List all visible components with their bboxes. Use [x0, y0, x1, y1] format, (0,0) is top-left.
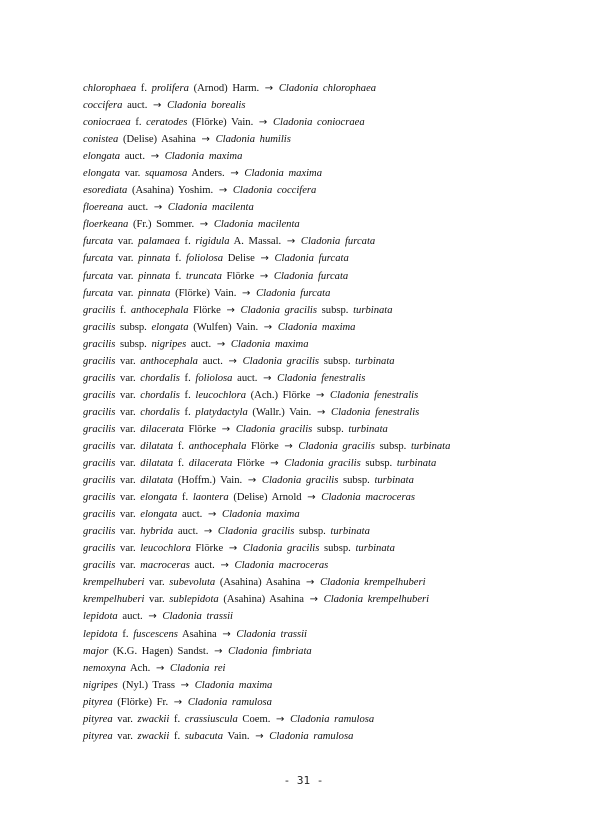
taxon-name: Cladonia fimbriata	[228, 645, 312, 657]
synonym-entry	[83, 421, 583, 438]
authority-text: subsp.	[319, 543, 356, 555]
taxon-name: gracilis	[83, 321, 116, 333]
taxon-name: zwackii	[137, 730, 170, 742]
authority-text: auct.	[189, 560, 215, 572]
taxon-name: pinnata	[138, 270, 171, 282]
arrow-icon: →	[307, 492, 316, 504]
authority-text: f.	[173, 440, 189, 452]
taxon-name: chordalis	[140, 372, 180, 384]
authority-text: var.	[113, 287, 139, 299]
authority-text: (Fr.) Sommer.	[128, 219, 195, 231]
arrow-icon: →	[255, 730, 264, 742]
taxon-name: anthocephala	[130, 304, 189, 316]
authority-text: (Delise) Asahina	[118, 134, 196, 146]
taxon-name: gracilis	[83, 338, 116, 350]
taxon-name: dilatata	[140, 440, 174, 452]
taxon-name: Cladonia fenestralis	[331, 406, 420, 418]
taxon-name: macroceras	[140, 560, 190, 572]
authority-text: f.	[169, 730, 185, 742]
arrow-icon: →	[315, 389, 325, 401]
arrow-icon: →	[153, 202, 163, 214]
taxon-name: Cladonia coccifera	[232, 185, 317, 197]
taxon-name: furcata	[83, 270, 114, 282]
synonym-entry	[83, 711, 583, 728]
authority-text: (Ach.) Flörke	[246, 389, 311, 401]
authority-text: auct.	[173, 526, 199, 538]
taxon-name: Cladonia trassii	[236, 628, 308, 640]
taxon-name: dilatata	[140, 458, 174, 470]
authority-text: auct.	[122, 100, 148, 112]
synonym-entry	[83, 506, 583, 523]
authority-text: var.	[115, 406, 141, 418]
authority-text: f.	[179, 389, 196, 401]
synonym-entry	[83, 438, 583, 455]
taxon-name: Cladonia ramulosa	[269, 730, 354, 742]
taxon-name: gracilis	[83, 560, 116, 572]
taxon-name: krempelhuberi	[83, 594, 145, 606]
taxon-name: Cladonia gracilis	[242, 355, 320, 367]
authority-text: Asahina	[177, 628, 217, 640]
authority-text: subsp.	[338, 475, 375, 487]
synonym-entry	[83, 489, 583, 506]
authority-text: A. Massal.	[229, 236, 282, 248]
taxon-name: coniocraea	[83, 117, 131, 129]
authority-text: Coem.	[237, 713, 271, 725]
taxon-name: Cladonia gracilis	[217, 526, 295, 538]
taxon-name: gracilis	[83, 355, 116, 367]
arrow-icon: →	[276, 713, 285, 725]
taxon-name: gracilis	[83, 509, 116, 521]
arrow-icon: →	[247, 475, 257, 487]
arrow-icon: →	[309, 594, 318, 606]
authority-text: Flörke	[183, 423, 217, 435]
taxon-name: Cladonia furcata	[274, 253, 349, 265]
taxon-name: leucochlora	[140, 543, 191, 555]
arrow-icon: →	[216, 338, 226, 350]
arrow-icon: →	[286, 236, 296, 248]
synonym-entry	[83, 643, 583, 660]
arrow-icon: →	[221, 423, 231, 435]
taxon-name: Cladonia trassii	[162, 611, 233, 623]
authority-text: f.	[170, 253, 186, 265]
authority-text: subsp.	[115, 321, 152, 333]
authority-text: var.	[115, 389, 141, 401]
taxon-name: pityrea	[83, 730, 113, 742]
authority-text: subsp.	[115, 338, 152, 350]
arrow-icon: →	[180, 679, 190, 691]
taxon-name: Cladonia macilenta	[167, 202, 254, 214]
arrow-icon: →	[199, 219, 209, 231]
taxon-name: turbinata	[410, 440, 451, 452]
authority-text: (Flörke) Vain.	[187, 117, 254, 129]
arrow-icon: →	[228, 355, 237, 367]
arrow-icon: →	[242, 287, 251, 299]
authority-text: subsp.	[294, 526, 331, 538]
authority-text: Ach.	[125, 662, 151, 674]
taxon-name: rigidula	[195, 236, 230, 248]
taxon-name: Cladonia gracilis	[261, 475, 339, 487]
taxon-name: Cladonia macroceras	[321, 492, 415, 504]
taxon-name: turbinata	[353, 304, 393, 316]
synonym-entry	[83, 199, 583, 216]
authority-text: var.	[112, 730, 138, 742]
taxon-name: gracilis	[83, 372, 116, 384]
taxon-name: squamosa	[144, 168, 188, 180]
arrow-icon: →	[270, 458, 279, 470]
taxon-name: turbinata	[355, 543, 395, 555]
taxon-name: nigripes	[83, 679, 118, 691]
taxon-name: Cladonia furcata	[300, 236, 376, 248]
arrow-icon: →	[263, 321, 273, 333]
arrow-icon: →	[218, 185, 228, 197]
synonym-entry	[83, 540, 583, 557]
taxon-name: Cladonia chlorophaea	[278, 83, 377, 94]
authority-text: Flörke	[221, 270, 255, 282]
authority-text: auct.	[186, 338, 212, 350]
arrow-icon: →	[222, 628, 231, 640]
taxon-name: Cladonia maxima	[230, 338, 309, 350]
taxon-name: nemoxyna	[83, 662, 126, 674]
synonym-entry	[83, 285, 583, 302]
taxon-name: major	[83, 645, 109, 657]
synonym-entry	[83, 80, 583, 97]
authority-text: var.	[115, 355, 141, 367]
authority-text: f.	[169, 713, 185, 725]
authority-text: f.	[115, 304, 131, 316]
authority-text: auct.	[123, 202, 149, 214]
synonym-entry	[83, 523, 583, 540]
synonym-entry	[83, 148, 583, 165]
taxon-name: elongata	[151, 321, 189, 333]
taxon-name: pinnata	[138, 287, 171, 299]
taxon-name: turbinata	[348, 423, 388, 435]
taxon-name: leucochlora	[195, 389, 246, 401]
authority-text: Flörke	[188, 304, 221, 316]
arrow-icon: →	[148, 611, 157, 623]
taxon-name: gracilis	[83, 423, 116, 435]
synonym-entry	[83, 626, 583, 643]
arrow-icon: →	[214, 645, 223, 657]
taxon-name: furcata	[83, 253, 114, 265]
taxon-name: Cladonia krempelhuberi	[320, 577, 426, 589]
taxon-name: lepidota	[83, 611, 118, 623]
arrow-icon: →	[153, 100, 162, 112]
authority-text: (Arnod) Harm.	[188, 83, 260, 94]
synonym-entry	[83, 387, 583, 404]
taxon-name: Cladonia ramulosa	[290, 713, 375, 725]
arrow-icon: →	[259, 270, 269, 282]
taxon-name: Cladonia maxima	[164, 151, 243, 163]
taxon-name: chlorophaea	[83, 83, 137, 94]
taxon-name: furcata	[83, 287, 114, 299]
taxon-name: turbinata	[396, 458, 437, 470]
authority-text: var.	[115, 492, 141, 504]
authority-text: var.	[144, 594, 170, 606]
taxon-name: dilacerata	[188, 458, 233, 470]
taxon-name: pinnata	[138, 253, 171, 265]
authority-text: f.	[179, 406, 196, 418]
authority-text: var.	[115, 526, 141, 538]
arrow-icon: →	[173, 696, 183, 708]
arrow-icon: →	[260, 253, 269, 265]
authority-text: (Asahina) Asahina	[215, 577, 301, 589]
arrow-icon: →	[306, 577, 315, 589]
taxon-name: Cladonia borealis	[167, 100, 246, 112]
taxon-name: Cladonia macroceras	[234, 560, 329, 572]
authority-text: subsp.	[317, 304, 354, 316]
synonym-entry	[83, 216, 583, 233]
taxon-name: turbinata	[374, 475, 414, 487]
authority-text: (Wallr.) Vain.	[247, 406, 312, 418]
taxon-name: coccifera	[83, 100, 123, 112]
taxon-name: chordalis	[140, 406, 180, 418]
synonym-entry	[83, 608, 583, 625]
synonym-entry	[83, 694, 583, 711]
taxon-name: gracilis	[83, 475, 116, 487]
authority-text: var.	[113, 236, 139, 248]
authority-text: (Nyl.) Trass	[117, 679, 176, 691]
synonym-entry	[83, 131, 583, 148]
authority-text: f.	[179, 236, 196, 248]
synonym-entry	[83, 268, 583, 285]
authority-text: var.	[113, 270, 139, 282]
authority-text: f.	[130, 117, 147, 129]
taxon-name: furcata	[83, 236, 114, 248]
taxon-name: elongata	[140, 492, 178, 504]
authority-text: f.	[173, 458, 189, 470]
synonym-list	[83, 80, 583, 745]
synonym-entry	[83, 302, 583, 319]
arrow-icon: →	[203, 526, 213, 538]
taxon-name: chordalis	[140, 389, 180, 401]
taxon-name: gracilis	[83, 406, 116, 418]
authority-text: var.	[115, 372, 141, 384]
authority-text: Flörke	[246, 440, 279, 452]
taxon-name: Cladonia gracilis	[235, 423, 313, 435]
taxon-name: Cladonia furcata	[256, 287, 331, 299]
authority-text: Vain.	[223, 730, 250, 742]
authority-text: f.	[136, 83, 152, 94]
arrow-icon: →	[263, 372, 272, 384]
taxon-name: sublepidota	[169, 594, 219, 606]
authority-text: subsp.	[312, 423, 349, 435]
arrow-icon: →	[284, 440, 293, 452]
authority-text: (Asahina) Yoshim.	[127, 185, 214, 197]
taxon-name: gracilis	[83, 458, 116, 470]
taxon-name: zwackii	[137, 713, 170, 725]
taxon-name: subacuta	[184, 730, 224, 742]
synonym-entry	[83, 404, 583, 421]
authority-text: auct.	[117, 611, 143, 623]
taxon-name: gracilis	[83, 526, 116, 538]
authority-text: auct.	[177, 509, 203, 521]
synonym-entry	[83, 353, 583, 370]
synonym-entry	[83, 182, 583, 199]
taxon-name: gracilis	[83, 543, 116, 555]
authority-text: (Flörke) Fr.	[112, 696, 169, 708]
authority-text: var.	[144, 577, 170, 589]
authority-text: subsp.	[360, 458, 397, 470]
synonym-entry	[83, 165, 583, 182]
authority-text: var.	[115, 423, 141, 435]
authority-text: f.	[177, 492, 193, 504]
authority-text: var.	[115, 509, 141, 521]
taxon-name: Cladonia gracilis	[284, 458, 361, 470]
taxon-name: lepidota	[83, 628, 118, 640]
authority-text: (Asahina) Asahina	[218, 594, 304, 606]
synonym-entry	[83, 319, 583, 336]
arrow-icon: →	[230, 168, 239, 180]
taxon-name: Cladonia rei	[170, 662, 226, 674]
synonym-entry	[83, 591, 583, 608]
taxon-name: dilatata	[140, 475, 174, 487]
synonym-entry	[83, 233, 583, 250]
taxon-name: foliolosa	[185, 253, 224, 265]
arrow-icon: →	[150, 151, 160, 163]
authority-text: Delise	[223, 253, 255, 265]
taxon-name: esorediata	[83, 185, 128, 197]
authority-text: auct.	[120, 151, 146, 163]
arrow-icon: →	[155, 662, 165, 674]
taxon-name: anthocephala	[140, 355, 198, 367]
page-number: - 31 -	[283, 774, 324, 787]
arrow-icon: →	[258, 117, 268, 129]
authority-text: (Delise) Arnold	[228, 492, 302, 504]
authority-text: var.	[113, 253, 139, 265]
taxon-name: crassiuscula	[184, 713, 238, 725]
synonym-entry	[83, 336, 583, 353]
taxon-name: Cladonia gracilis	[298, 440, 375, 452]
taxon-name: Cladonia macilenta	[213, 219, 300, 231]
arrow-icon: →	[228, 543, 238, 555]
arrow-icon: →	[316, 406, 326, 418]
synonym-entry	[83, 660, 583, 677]
authority-text: Flörke	[190, 543, 224, 555]
synonym-entry	[83, 97, 583, 114]
authority-text: subsp.	[374, 440, 411, 452]
authority-text: var.	[115, 560, 141, 572]
taxon-name: anthocephala	[188, 440, 247, 452]
taxon-name: krempelhuberi	[83, 577, 145, 589]
taxon-name: Cladonia maxima	[244, 168, 323, 180]
authority-text: (Wulfen) Vain.	[188, 321, 259, 333]
authority-text: var.	[115, 440, 141, 452]
taxon-name: truncata	[185, 270, 222, 282]
synonym-entry	[83, 677, 583, 694]
taxon-name: Cladonia humilis	[215, 134, 291, 146]
taxon-name: Cladonia fenestralis	[277, 372, 366, 384]
taxon-name: gracilis	[83, 440, 116, 452]
authority-text: var.	[115, 543, 141, 555]
taxon-name: Cladonia coniocraea	[272, 117, 365, 129]
synonym-entry	[83, 370, 583, 387]
authority-text: f.	[117, 628, 134, 640]
authority-text: var.	[112, 713, 138, 725]
taxon-name: subevoluta	[169, 577, 216, 589]
taxon-name: ceratodes	[146, 117, 188, 129]
taxon-name: nigripes	[151, 338, 187, 350]
taxon-name: floerkeana	[83, 219, 129, 231]
taxon-name: fuscescens	[133, 628, 178, 640]
taxon-name: Cladonia ramulosa	[187, 696, 272, 708]
synonym-entry	[83, 728, 583, 745]
taxon-name: dilacerata	[140, 423, 184, 435]
taxon-name: pityrea	[83, 713, 113, 725]
taxon-name: Cladonia gracilis	[242, 543, 320, 555]
authority-text: auct.	[197, 355, 223, 367]
taxon-name: Cladonia fenestralis	[330, 389, 419, 401]
taxon-name: turbinata	[330, 526, 370, 538]
authority-text: auct.	[232, 372, 258, 384]
synonym-entry	[83, 455, 583, 472]
taxon-name: Cladonia maxima	[194, 679, 273, 691]
taxon-name: elongata	[83, 151, 121, 163]
authority-text: subsp.	[319, 355, 356, 367]
authority-text: f.	[179, 372, 196, 384]
taxon-name: Cladonia furcata	[273, 270, 349, 282]
arrow-icon: →	[264, 83, 274, 94]
taxon-name: foliolosa	[195, 372, 233, 384]
taxon-name: hybrida	[140, 526, 174, 538]
taxon-name: Cladonia maxima	[277, 321, 356, 333]
authority-text: Anders.	[187, 168, 225, 180]
arrow-icon: →	[220, 560, 229, 572]
synonym-entry	[83, 472, 583, 489]
taxon-name: elongata	[140, 509, 178, 521]
taxon-name: gracilis	[83, 492, 116, 504]
taxon-name: Cladonia gracilis	[240, 304, 318, 316]
authority-text: var.	[115, 458, 141, 470]
synonym-entry	[83, 574, 583, 591]
authority-text: (K.G. Hagen) Sandst.	[108, 645, 209, 657]
synonym-entry	[83, 114, 583, 131]
taxon-name: elongata	[83, 168, 121, 180]
synonym-entry	[83, 557, 583, 574]
taxon-name: laontera	[192, 492, 229, 504]
arrow-icon: →	[201, 134, 210, 146]
taxon-name: prolifera	[151, 83, 189, 94]
taxon-name: conistea	[83, 134, 119, 146]
arrow-icon: →	[207, 509, 217, 521]
authority-text: Flörke	[232, 458, 265, 470]
authority-text: var.	[120, 168, 145, 180]
taxon-name: turbinata	[355, 355, 395, 367]
taxon-name: palamaea	[138, 236, 180, 248]
taxon-name: Cladonia maxima	[222, 509, 300, 521]
authority-text: (Flörke) Vain.	[170, 287, 237, 299]
taxon-name: gracilis	[83, 389, 116, 401]
arrow-icon: →	[226, 304, 235, 316]
authority-text: var.	[115, 475, 141, 487]
authority-text: f.	[170, 270, 186, 282]
authority-text: (Hoffm.) Vain.	[173, 475, 243, 487]
taxon-name: gracilis	[83, 304, 116, 316]
synonym-entry	[83, 250, 583, 267]
taxon-name: floereana	[83, 202, 124, 214]
taxon-name: platydactyla	[195, 406, 248, 418]
taxon-name: pityrea	[83, 696, 113, 708]
taxon-name: Cladonia krempelhuberi	[323, 594, 430, 606]
